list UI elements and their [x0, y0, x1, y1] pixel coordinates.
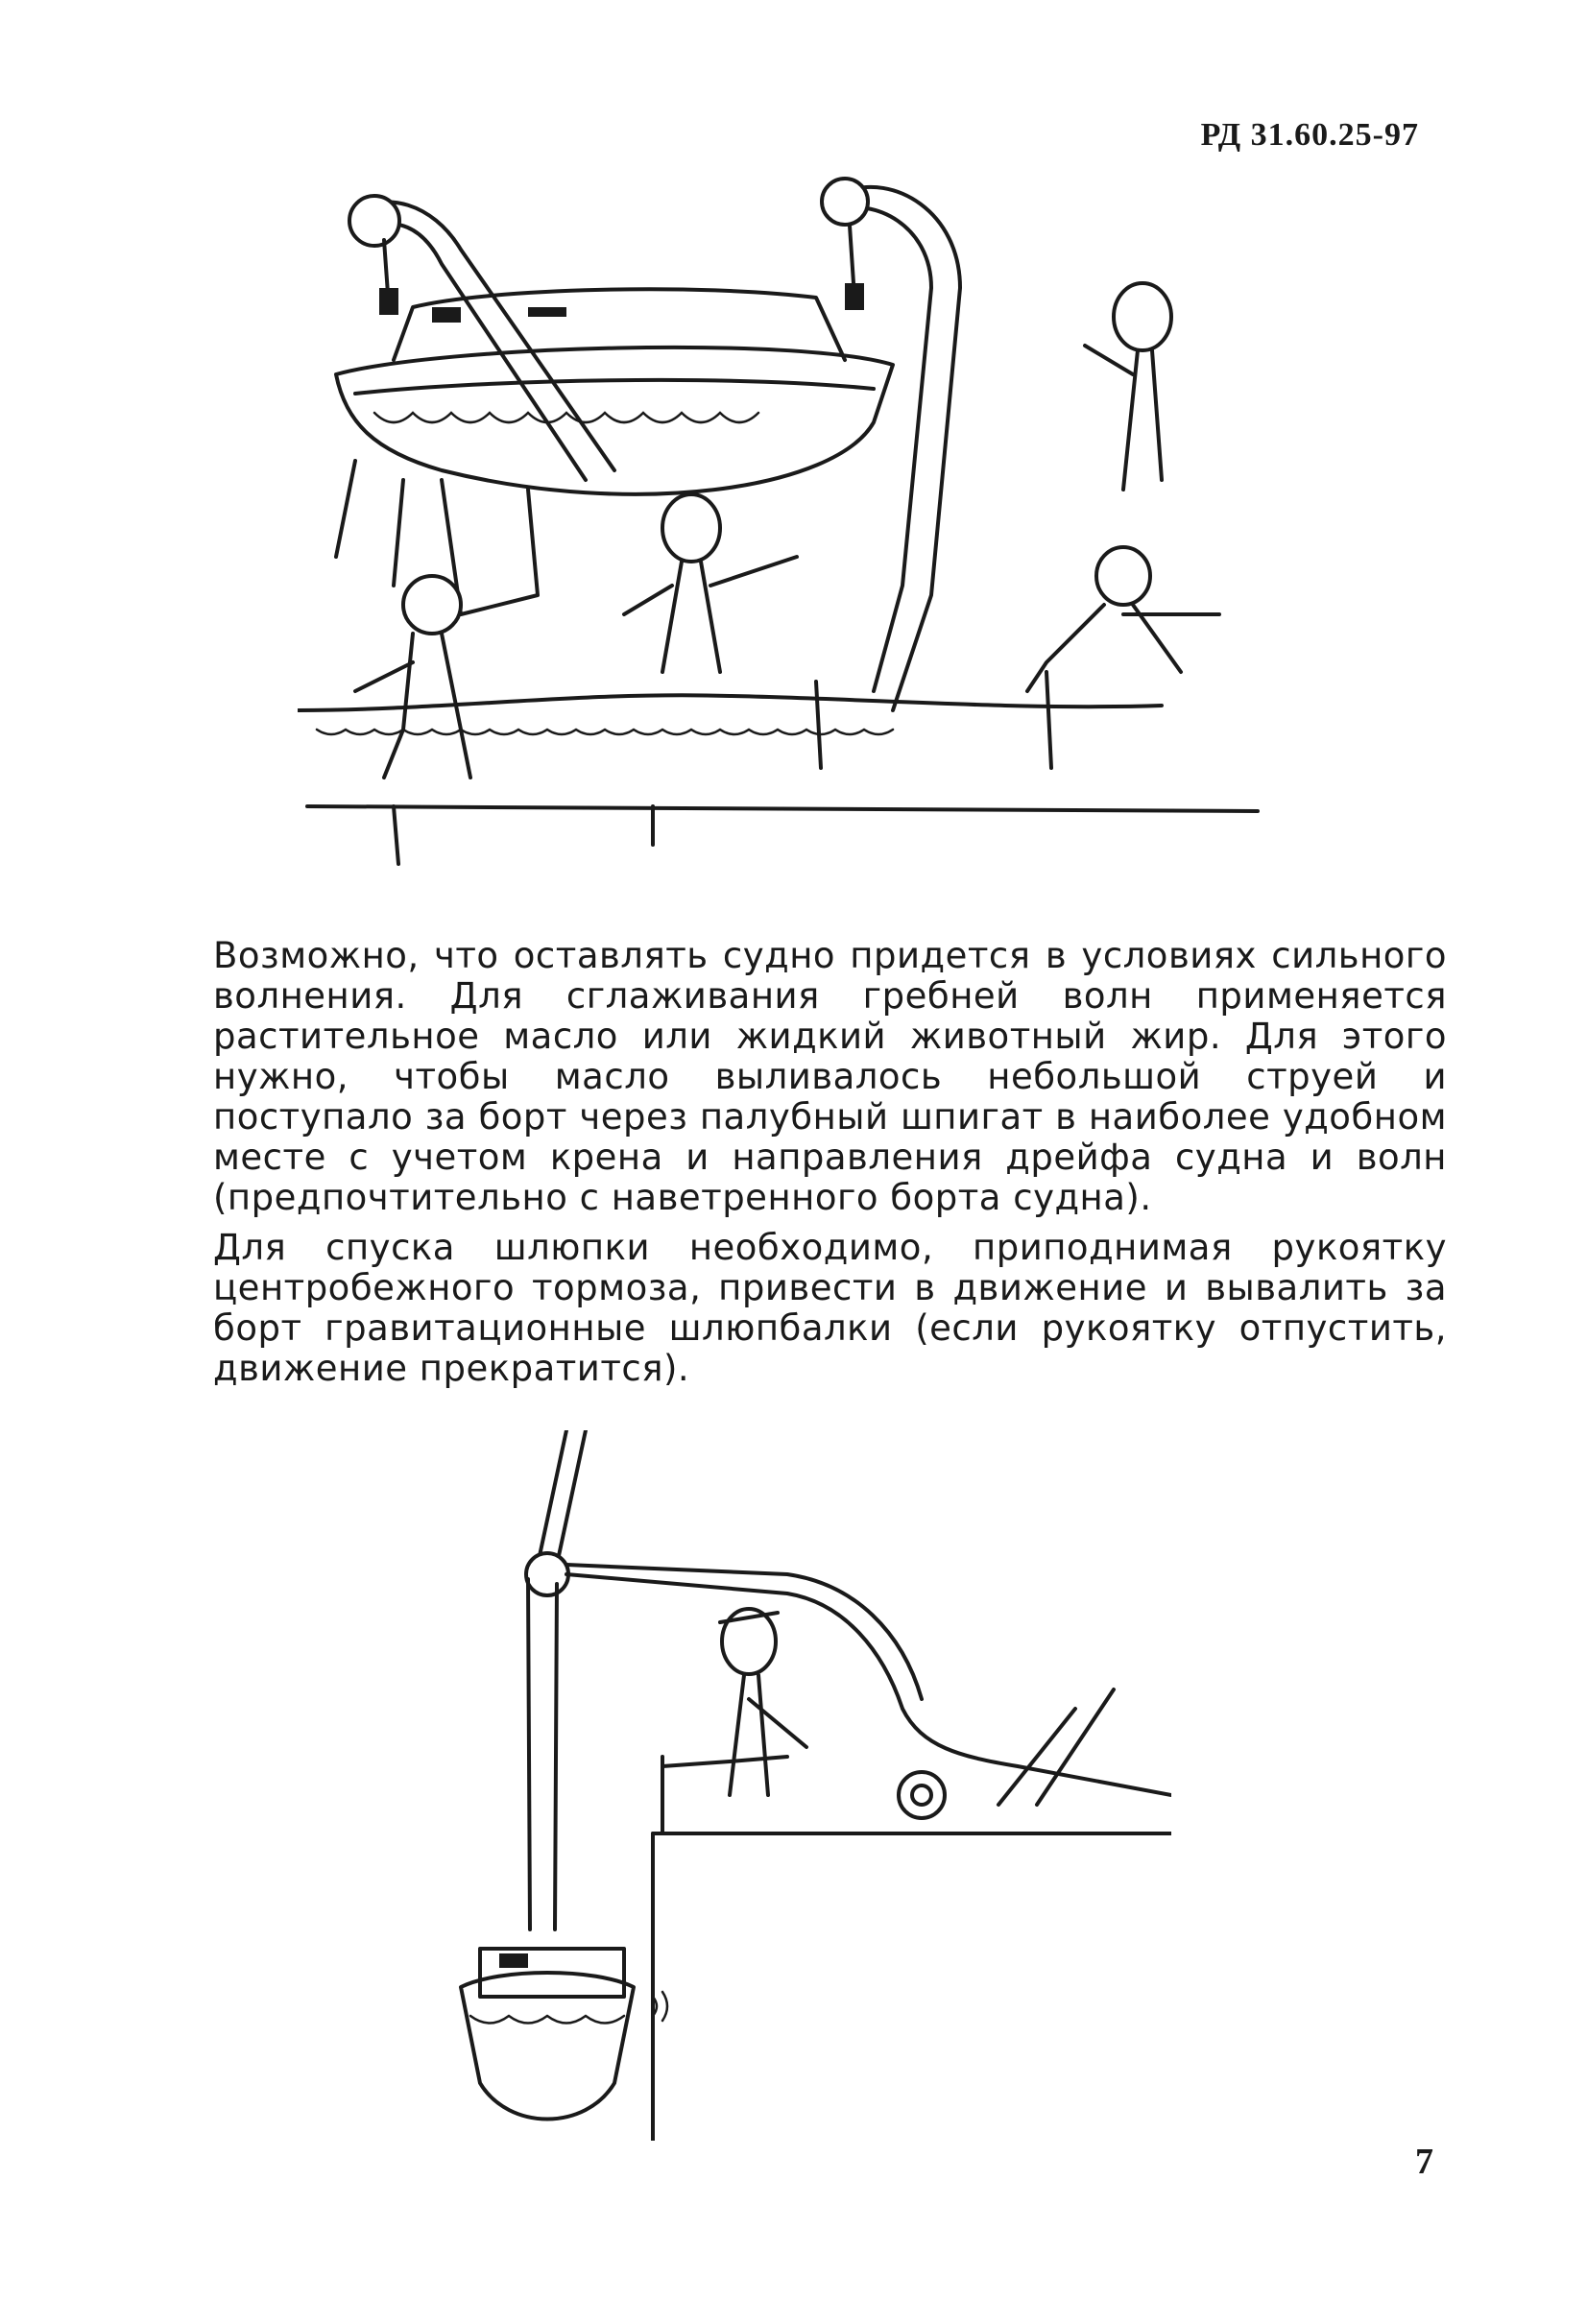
- crew-member-right-top: [1114, 283, 1171, 350]
- page-number: 7: [1415, 2142, 1433, 2182]
- crew-member-center: [662, 494, 720, 562]
- doc-code: РД 31.60.25-97: [1200, 117, 1419, 153]
- right-davit-arm: [845, 187, 960, 710]
- crew-member-right-bottom: [1096, 547, 1150, 605]
- lifeboat-davit-drill-icon: [298, 173, 1277, 883]
- deck-edge: [307, 806, 1258, 811]
- deck-railing: [298, 695, 1162, 710]
- lifeboat-lowering-icon: [422, 1430, 1171, 2141]
- lowered-lifeboat: [461, 1973, 634, 2120]
- lifeboat-davit-drill-illustration: [298, 173, 1277, 883]
- paragraph-2: Для спуска шлюпки необходимо, приподнимая рукоятку центробежного тормоза, привести в движение и вывалить за борт гравитационные шлюпбалки (если рукоятку отпустить, движение прекратится).: [213, 1227, 1447, 1389]
- railing-stanchion: [816, 682, 821, 768]
- paragraph-1: Возможно, что оставлять судно придется в условиях сильного волнения. Для сглаживания гребней волн применяется растительное масло или жидкий животный жир. Для этого нужно, чтобы масло выливалось небольшой струей и поступало за борт через палубный шпигат в наиболее удобном месте с учетом крена и направления дрейфа судна и волн (предпочтительно с наветренного борта судна).: [213, 935, 1447, 1218]
- lifeboat-lowering-illustration: [422, 1430, 1171, 2141]
- davit-frame: [566, 1574, 1171, 1795]
- boat-fall: [528, 1579, 530, 1929]
- left-davit-arm: [355, 202, 614, 470]
- right-davit-pulley: [822, 179, 868, 225]
- crew-member-left: [403, 576, 461, 634]
- davit-sheave: [526, 1553, 568, 1595]
- left-davit-pulley: [349, 196, 399, 246]
- body-text: [213, 936, 1447, 1399]
